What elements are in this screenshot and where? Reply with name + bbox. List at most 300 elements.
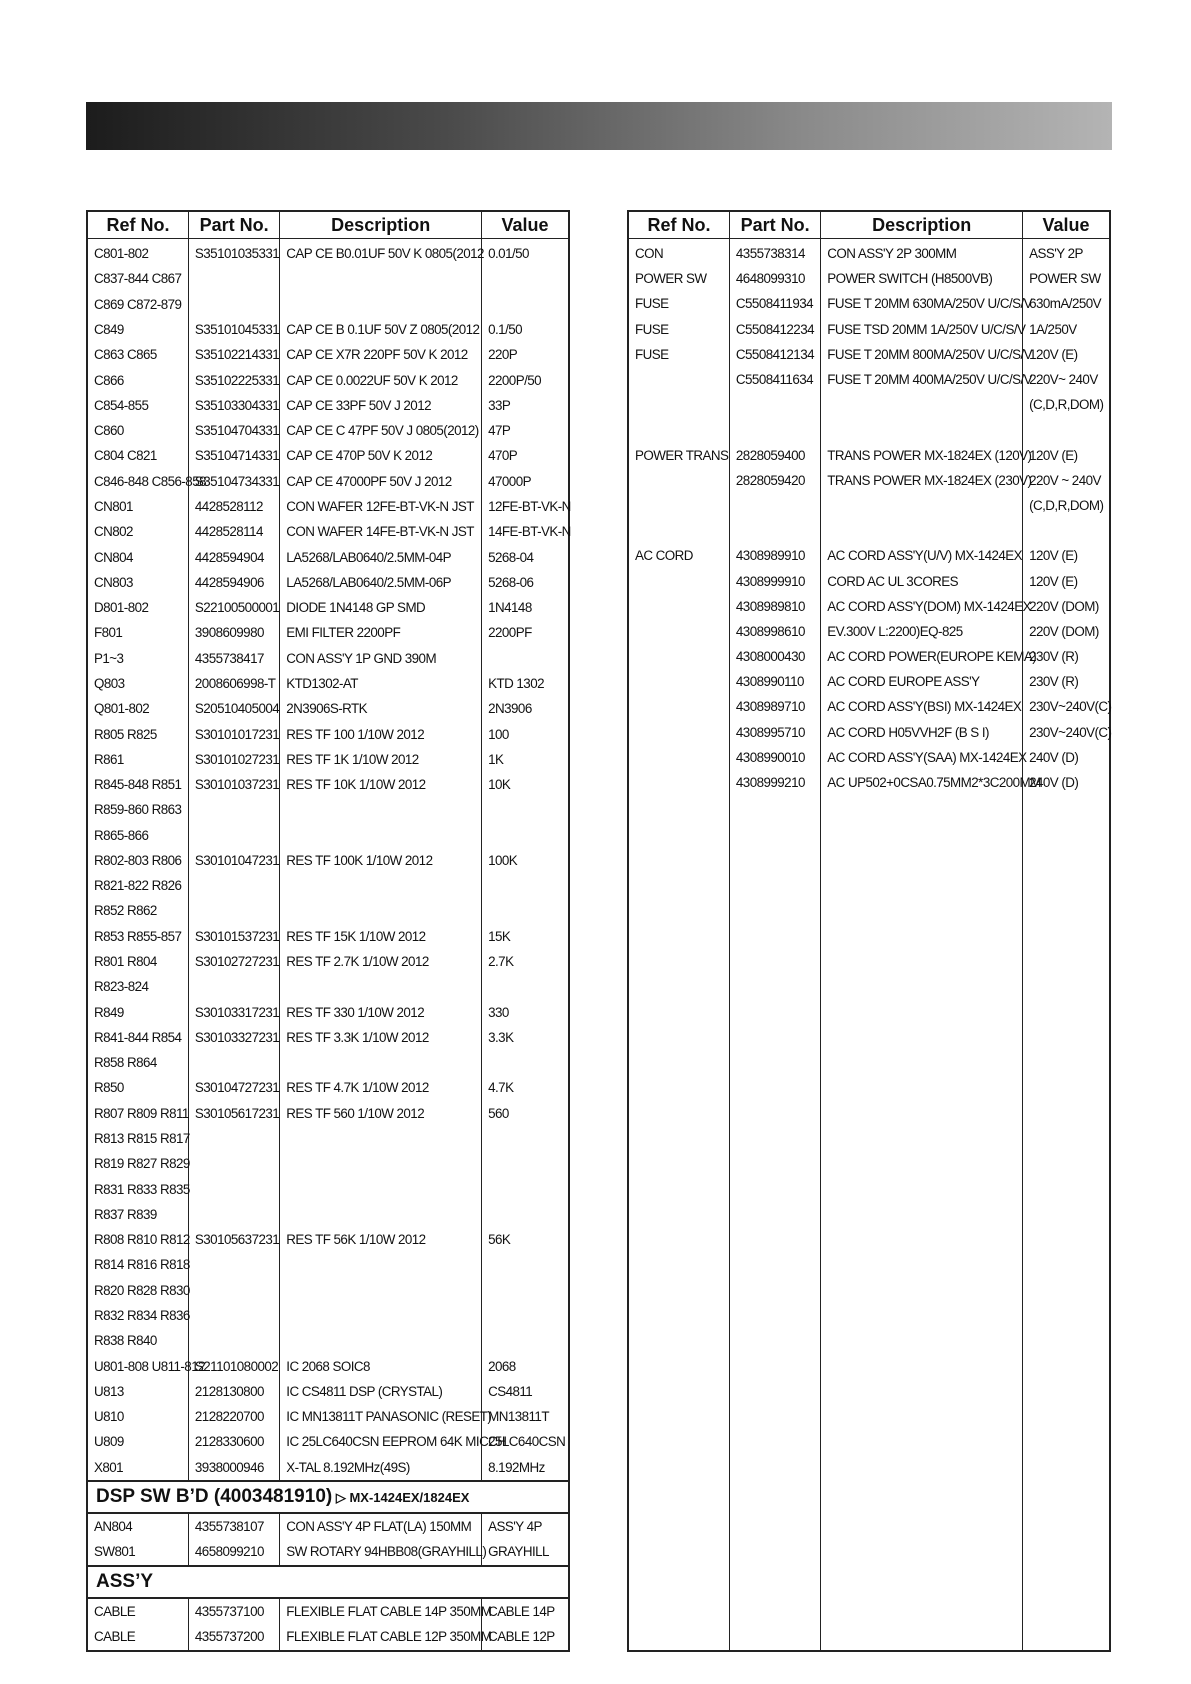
ref-no-cell bbox=[628, 594, 729, 619]
value-cell bbox=[482, 1176, 569, 1201]
description-cell: CAP CE X7R 220PF 50V K 2012 bbox=[280, 342, 482, 367]
part-no-cell bbox=[188, 822, 279, 847]
value-cell: 0.1/50 bbox=[482, 317, 569, 342]
table-row bbox=[628, 644, 1110, 669]
description-cell bbox=[821, 417, 1023, 442]
value-cell: POWER SW bbox=[1023, 266, 1110, 291]
table-row bbox=[628, 770, 1110, 795]
table-row bbox=[87, 873, 569, 898]
ref-no-cell: R838 R840 bbox=[87, 1328, 188, 1353]
value-cell: 240V (D) bbox=[1023, 745, 1110, 770]
value-cell bbox=[482, 1050, 569, 1075]
description-cell bbox=[280, 1303, 482, 1328]
table-row bbox=[87, 266, 569, 291]
part-no-cell bbox=[188, 797, 279, 822]
table-row bbox=[628, 468, 1110, 493]
table-row bbox=[628, 266, 1110, 291]
ref-no-cell: P1~3 bbox=[87, 646, 188, 671]
value-cell: 2200PF bbox=[482, 620, 569, 645]
description-cell: CON ASS'Y 1P GND 390M bbox=[280, 646, 482, 671]
value-cell: 230V~240V(C) bbox=[1023, 694, 1110, 719]
description-cell: CAP CE 470P 50V K 2012 bbox=[280, 443, 482, 468]
part-no-cell: 2008606998-T bbox=[188, 671, 279, 696]
table-row bbox=[87, 544, 569, 569]
col-part-no: Part No. bbox=[188, 211, 279, 239]
description-cell bbox=[280, 1050, 482, 1075]
ref-no-cell: FUSE bbox=[628, 342, 729, 367]
ref-no-cell: R865-866 bbox=[87, 822, 188, 847]
value-cell: 630mA/250V bbox=[1023, 291, 1110, 316]
value-cell: 8.192MHz bbox=[482, 1455, 569, 1481]
part-no-cell: S30103317231 bbox=[188, 999, 279, 1024]
value-cell: 15K bbox=[482, 924, 569, 949]
part-no-cell bbox=[188, 1303, 279, 1328]
value-cell bbox=[482, 292, 569, 317]
ref-no-cell bbox=[628, 745, 729, 770]
ref-no-cell: CN804 bbox=[87, 544, 188, 569]
description-cell: EV.300V L:2200)EQ-825 bbox=[821, 619, 1023, 644]
table-row bbox=[87, 1278, 569, 1303]
description-cell: RES TF 3.3K 1/10W 2012 bbox=[280, 1025, 482, 1050]
part-no-cell: 4308999210 bbox=[729, 770, 820, 795]
value-cell: 3.3K bbox=[482, 1025, 569, 1050]
description-cell: CAP CE 33PF 50V J 2012 bbox=[280, 393, 482, 418]
ref-no-cell: POWER SW bbox=[628, 266, 729, 291]
description-cell: RES TF 2.7K 1/10W 2012 bbox=[280, 949, 482, 974]
ref-no-cell bbox=[628, 619, 729, 644]
value-cell: 25LC640CSN bbox=[482, 1429, 569, 1454]
part-no-cell: S30101017231 bbox=[188, 721, 279, 746]
value-cell: 2N3906 bbox=[482, 696, 569, 721]
ref-no-cell bbox=[628, 468, 729, 493]
part-no-cell: 4428528112 bbox=[188, 494, 279, 519]
table-row bbox=[87, 646, 569, 671]
description-cell bbox=[821, 392, 1023, 417]
description-cell: AC CORD ASS'Y(DOM) MX-1424EX bbox=[821, 594, 1023, 619]
ref-no-cell: R823-824 bbox=[87, 974, 188, 999]
part-no-cell: C5508412134 bbox=[729, 342, 820, 367]
ref-no-cell bbox=[628, 568, 729, 593]
ref-no-cell: CN801 bbox=[87, 494, 188, 519]
ref-no-cell: C846-848 C856-858 bbox=[87, 469, 188, 494]
ref-no-cell: C854-855 bbox=[87, 393, 188, 418]
table-row bbox=[87, 1075, 569, 1100]
ref-no-cell: U809 bbox=[87, 1429, 188, 1454]
description-cell: AC UP502+0CSA0.75MM2*3C200MM bbox=[821, 770, 1023, 795]
table-row bbox=[628, 493, 1110, 518]
table-row bbox=[87, 367, 569, 392]
part-no-cell: 4428594904 bbox=[188, 544, 279, 569]
description-cell: TRANS POWER MX-1824EX (230V) bbox=[821, 468, 1023, 493]
ref-no-cell: C801-802 bbox=[87, 239, 188, 267]
value-cell: 100 bbox=[482, 721, 569, 746]
table-row bbox=[628, 594, 1110, 619]
table-row bbox=[87, 1328, 569, 1353]
table-row bbox=[87, 999, 569, 1024]
description-cell: CON ASS'Y 4P FLAT(LA) 150MM bbox=[280, 1513, 482, 1539]
part-no-cell: S30104727231 bbox=[188, 1075, 279, 1100]
value-cell: 2068 bbox=[482, 1353, 569, 1378]
ref-no-cell: Q803 bbox=[87, 671, 188, 696]
table-row bbox=[87, 443, 569, 468]
description-cell: 2N3906S-RTK bbox=[280, 696, 482, 721]
part-no-cell bbox=[188, 292, 279, 317]
description-cell: RES TF 15K 1/10W 2012 bbox=[280, 924, 482, 949]
part-no-cell: S21101080002 bbox=[188, 1353, 279, 1378]
value-cell: CS4811 bbox=[482, 1379, 569, 1404]
table-row bbox=[628, 417, 1110, 442]
part-no-cell: 4355738314 bbox=[729, 239, 820, 267]
part-no-cell: S20510405004 bbox=[188, 696, 279, 721]
part-no-cell: 2828059420 bbox=[729, 468, 820, 493]
description-cell: RES TF 56K 1/10W 2012 bbox=[280, 1227, 482, 1252]
part-no-cell: 4648099310 bbox=[729, 266, 820, 291]
ref-no-cell: R837 R839 bbox=[87, 1202, 188, 1227]
description-cell bbox=[280, 873, 482, 898]
table-header-row bbox=[87, 211, 569, 239]
part-no-cell: S22100500001 bbox=[188, 595, 279, 620]
parts-table-right bbox=[627, 210, 1111, 1652]
table-row bbox=[87, 696, 569, 721]
part-no-cell: S35101035331 bbox=[188, 239, 279, 267]
parts-table-left bbox=[86, 210, 570, 1652]
ref-no-cell: C866 bbox=[87, 367, 188, 392]
value-cell bbox=[482, 898, 569, 923]
value-cell: 1A/250V bbox=[1023, 317, 1110, 342]
description-cell bbox=[280, 898, 482, 923]
description-cell: LA5268/LAB0640/2.5MM-06P bbox=[280, 570, 482, 595]
part-no-cell bbox=[188, 1126, 279, 1151]
ref-no-cell bbox=[628, 694, 729, 719]
table-row bbox=[87, 898, 569, 923]
value-cell: 10K bbox=[482, 772, 569, 797]
value-cell bbox=[482, 1126, 569, 1151]
value-cell bbox=[1023, 518, 1110, 543]
table-row bbox=[87, 822, 569, 847]
part-no-cell bbox=[729, 518, 820, 543]
table-row bbox=[87, 1455, 569, 1481]
description-cell: FUSE T 20MM 400MA/250V U/C/S/V bbox=[821, 367, 1023, 392]
part-no-cell: 4658099210 bbox=[188, 1539, 279, 1565]
description-cell: CAP CE C 47PF 50V J 0805(2012) bbox=[280, 418, 482, 443]
table-row bbox=[87, 1050, 569, 1075]
value-cell: 470P bbox=[482, 443, 569, 468]
ref-no-cell: X801 bbox=[87, 1455, 188, 1481]
ref-no-cell: R849 bbox=[87, 999, 188, 1024]
col-value: Value bbox=[1023, 211, 1110, 239]
table-row bbox=[87, 239, 569, 267]
value-cell bbox=[482, 1303, 569, 1328]
description-cell bbox=[280, 1278, 482, 1303]
part-no-cell: 4308990110 bbox=[729, 669, 820, 694]
ref-no-cell: R814 R816 R818 bbox=[87, 1252, 188, 1277]
ref-no-cell: Q801-802 bbox=[87, 696, 188, 721]
value-cell: GRAYHILL bbox=[482, 1539, 569, 1565]
ref-no-cell bbox=[628, 392, 729, 417]
ref-no-cell: CABLE bbox=[87, 1598, 188, 1624]
value-cell bbox=[482, 266, 569, 291]
description-cell: SW ROTARY 94HBB08(GRAYHILL) bbox=[280, 1539, 482, 1565]
ref-no-cell: C860 bbox=[87, 418, 188, 443]
ref-no-cell: C837-844 C867 bbox=[87, 266, 188, 291]
table-row bbox=[87, 1126, 569, 1151]
col-ref-no: Ref No. bbox=[628, 211, 729, 239]
table-row bbox=[87, 1429, 569, 1454]
table-row bbox=[87, 1513, 569, 1539]
table-row bbox=[87, 1353, 569, 1378]
table-row bbox=[628, 543, 1110, 568]
value-cell: 220V~ 240V bbox=[1023, 367, 1110, 392]
part-no-cell: S30101027231 bbox=[188, 747, 279, 772]
description-cell: CAP CE B 0.1UF 50V Z 0805(2012 bbox=[280, 317, 482, 342]
description-cell: FUSE TSD 20MM 1A/250V U/C/S/V bbox=[821, 317, 1023, 342]
ref-no-cell: R801 R804 bbox=[87, 949, 188, 974]
col-ref-no: Ref No. bbox=[87, 211, 188, 239]
value-cell: 14FE-BT-VK-N bbox=[482, 519, 569, 544]
description-cell: AC CORD EUROPE ASS'Y bbox=[821, 669, 1023, 694]
part-no-cell bbox=[188, 1050, 279, 1075]
part-no-cell bbox=[188, 1176, 279, 1201]
description-cell: FLEXIBLE FLAT CABLE 14P 350MM bbox=[280, 1598, 482, 1624]
ref-no-cell: SW801 bbox=[87, 1539, 188, 1565]
part-no-cell: S35104734331 bbox=[188, 469, 279, 494]
table-row bbox=[87, 1303, 569, 1328]
part-no-cell: 2128220700 bbox=[188, 1404, 279, 1429]
part-no-cell: 4308995710 bbox=[729, 720, 820, 745]
part-no-cell bbox=[188, 1202, 279, 1227]
description-cell: CAP CE 47000PF 50V J 2012 bbox=[280, 469, 482, 494]
part-no-cell: 2128330600 bbox=[188, 1429, 279, 1454]
part-no-cell: C5508412234 bbox=[729, 317, 820, 342]
table-row bbox=[87, 292, 569, 317]
value-cell: 220P bbox=[482, 342, 569, 367]
description-cell: LA5268/LAB0640/2.5MM-04P bbox=[280, 544, 482, 569]
value-cell: (C,D,R,DOM) bbox=[1023, 493, 1110, 518]
part-no-cell bbox=[188, 1278, 279, 1303]
ref-no-cell: C849 bbox=[87, 317, 188, 342]
value-cell bbox=[482, 1202, 569, 1227]
ref-no-cell: R831 R833 R835 bbox=[87, 1176, 188, 1201]
value-cell: 220V (DOM) bbox=[1023, 594, 1110, 619]
table-row bbox=[87, 1101, 569, 1126]
value-cell bbox=[482, 822, 569, 847]
part-no-cell: 4355738107 bbox=[188, 1513, 279, 1539]
value-cell: 230V (R) bbox=[1023, 669, 1110, 694]
part-no-cell: C5508411634 bbox=[729, 367, 820, 392]
description-cell bbox=[280, 266, 482, 291]
part-no-cell bbox=[188, 974, 279, 999]
ref-no-cell: R845-848 R851 bbox=[87, 772, 188, 797]
value-cell: 120V (E) bbox=[1023, 543, 1110, 568]
value-cell: (C,D,R,DOM) bbox=[1023, 392, 1110, 417]
description-cell: CON WAFER 12FE-BT-VK-N JST bbox=[280, 494, 482, 519]
value-cell: 1K bbox=[482, 747, 569, 772]
table-row bbox=[87, 1202, 569, 1227]
part-no-cell bbox=[729, 417, 820, 442]
value-cell: 33P bbox=[482, 393, 569, 418]
value-cell: 230V~240V(C) bbox=[1023, 720, 1110, 745]
value-cell: 560 bbox=[482, 1101, 569, 1126]
value-cell bbox=[482, 1278, 569, 1303]
table-row bbox=[628, 619, 1110, 644]
table-row bbox=[628, 694, 1110, 719]
description-cell: FLEXIBLE FLAT CABLE 12P 350MM bbox=[280, 1624, 482, 1651]
description-cell bbox=[280, 1176, 482, 1201]
table-row bbox=[87, 974, 569, 999]
description-cell bbox=[280, 1151, 482, 1176]
part-no-cell: S35103304331 bbox=[188, 393, 279, 418]
table-row bbox=[628, 317, 1110, 342]
ref-no-cell bbox=[628, 493, 729, 518]
section-title: DSP SW B’D (4003481910) bbox=[96, 1485, 333, 1507]
table-header-row bbox=[628, 211, 1110, 239]
value-cell: 100K bbox=[482, 848, 569, 873]
table-row bbox=[87, 494, 569, 519]
part-no-cell: S35104704331 bbox=[188, 418, 279, 443]
value-cell: 120V (E) bbox=[1023, 443, 1110, 468]
table-row bbox=[87, 1404, 569, 1429]
ref-no-cell: R858 R864 bbox=[87, 1050, 188, 1075]
table-row bbox=[628, 745, 1110, 770]
value-cell: 12FE-BT-VK-N bbox=[482, 494, 569, 519]
part-no-cell bbox=[729, 392, 820, 417]
ref-no-cell: R841-844 R854 bbox=[87, 1025, 188, 1050]
part-no-cell bbox=[188, 1151, 279, 1176]
description-cell: DIODE 1N4148 GP SMD bbox=[280, 595, 482, 620]
description-cell: RES TF 330 1/10W 2012 bbox=[280, 999, 482, 1024]
table-row bbox=[87, 747, 569, 772]
description-cell bbox=[280, 1252, 482, 1277]
ref-no-cell: U813 bbox=[87, 1379, 188, 1404]
section-models: ▷ MX-1424EX/1824EX bbox=[332, 1489, 470, 1505]
ref-no-cell bbox=[628, 367, 729, 392]
description-cell bbox=[280, 1126, 482, 1151]
value-cell bbox=[1023, 417, 1110, 442]
ref-no-cell bbox=[628, 644, 729, 669]
part-no-cell: 4355738417 bbox=[188, 646, 279, 671]
part-no-cell: 4428594906 bbox=[188, 570, 279, 595]
value-cell: ASS'Y 2P bbox=[1023, 239, 1110, 267]
ref-no-cell: R850 bbox=[87, 1075, 188, 1100]
table-row bbox=[87, 570, 569, 595]
value-cell: 2.7K bbox=[482, 949, 569, 974]
ref-no-cell: R813 R815 R817 bbox=[87, 1126, 188, 1151]
ref-no-cell bbox=[628, 417, 729, 442]
table-row bbox=[87, 1598, 569, 1624]
table-row bbox=[628, 392, 1110, 417]
ref-no-cell: R832 R834 R836 bbox=[87, 1303, 188, 1328]
description-cell: AC CORD ASS'Y(SAA) MX-1424EX bbox=[821, 745, 1023, 770]
description-cell bbox=[280, 797, 482, 822]
table-row bbox=[628, 239, 1110, 267]
col-part-no: Part No. bbox=[729, 211, 820, 239]
part-no-cell: S35102214331 bbox=[188, 342, 279, 367]
value-cell: 220V ~ 240V bbox=[1023, 468, 1110, 493]
value-cell bbox=[482, 1328, 569, 1353]
ref-no-cell bbox=[628, 669, 729, 694]
part-no-cell: 2128130800 bbox=[188, 1379, 279, 1404]
description-cell: AC CORD POWER(EUROPE KEMA) bbox=[821, 644, 1023, 669]
table-row bbox=[628, 291, 1110, 316]
table-row bbox=[87, 393, 569, 418]
ref-no-cell bbox=[628, 518, 729, 543]
value-cell bbox=[482, 646, 569, 671]
col-value: Value bbox=[482, 211, 569, 239]
part-no-cell: S30101537231 bbox=[188, 924, 279, 949]
description-cell: IC 2068 SOIC8 bbox=[280, 1353, 482, 1378]
ref-no-cell: C804 C821 bbox=[87, 443, 188, 468]
description-cell: CORD AC UL 3CORES bbox=[821, 568, 1023, 593]
ref-no-cell: CABLE bbox=[87, 1624, 188, 1651]
table-row bbox=[87, 1151, 569, 1176]
table-row bbox=[87, 1227, 569, 1252]
value-cell bbox=[482, 797, 569, 822]
ref-no-cell: R821-822 R826 bbox=[87, 873, 188, 898]
description-cell: RES TF 10K 1/10W 2012 bbox=[280, 772, 482, 797]
table-row bbox=[87, 519, 569, 544]
part-no-cell bbox=[729, 493, 820, 518]
description-cell bbox=[280, 1328, 482, 1353]
table-row bbox=[87, 772, 569, 797]
part-no-cell: S35102225331 bbox=[188, 367, 279, 392]
description-cell: X-TAL 8.192MHz(49S) bbox=[280, 1455, 482, 1481]
description-cell: EMI FILTER 2200PF bbox=[280, 620, 482, 645]
table-row bbox=[628, 568, 1110, 593]
ref-no-cell: FUSE bbox=[628, 291, 729, 316]
ref-no-cell: CON bbox=[628, 239, 729, 267]
part-no-cell: S30101037231 bbox=[188, 772, 279, 797]
ref-no-cell: R808 R810 R812 bbox=[87, 1227, 188, 1252]
ref-no-cell: R807 R809 R811 bbox=[87, 1101, 188, 1126]
part-no-cell: 3938000946 bbox=[188, 1455, 279, 1481]
table-row bbox=[628, 443, 1110, 468]
value-cell: 330 bbox=[482, 999, 569, 1024]
part-no-cell: 4308999910 bbox=[729, 568, 820, 593]
part-no-cell: 3908609980 bbox=[188, 620, 279, 645]
description-cell: RES TF 4.7K 1/10W 2012 bbox=[280, 1075, 482, 1100]
value-cell: MN13811T bbox=[482, 1404, 569, 1429]
part-no-cell bbox=[188, 873, 279, 898]
description-cell: CAP CE 0.0022UF 50V K 2012 bbox=[280, 367, 482, 392]
part-no-cell: S30101047231 bbox=[188, 848, 279, 873]
description-cell: RES TF 100K 1/10W 2012 bbox=[280, 848, 482, 873]
part-no-cell: S30105637231 bbox=[188, 1227, 279, 1252]
part-no-cell: 4428528114 bbox=[188, 519, 279, 544]
description-cell bbox=[280, 974, 482, 999]
value-cell: 2200P/50 bbox=[482, 367, 569, 392]
value-cell: CABLE 12P bbox=[482, 1624, 569, 1651]
table-row bbox=[87, 848, 569, 873]
ref-no-cell bbox=[628, 770, 729, 795]
value-cell: 120V (E) bbox=[1023, 342, 1110, 367]
description-cell: RES TF 560 1/10W 2012 bbox=[280, 1101, 482, 1126]
part-no-cell: 4355737200 bbox=[188, 1624, 279, 1651]
value-cell bbox=[482, 1151, 569, 1176]
table-row bbox=[87, 1252, 569, 1277]
part-no-cell: 2828059400 bbox=[729, 443, 820, 468]
part-no-cell: 4308000430 bbox=[729, 644, 820, 669]
part-no-cell bbox=[188, 898, 279, 923]
ref-no-cell: F801 bbox=[87, 620, 188, 645]
part-no-cell: 4308998610 bbox=[729, 619, 820, 644]
ref-no-cell: U801-808 U811-812 bbox=[87, 1353, 188, 1378]
value-cell bbox=[482, 974, 569, 999]
description-cell: IC CS4811 DSP (CRYSTAL) bbox=[280, 1379, 482, 1404]
value-cell: 5268-04 bbox=[482, 544, 569, 569]
description-cell: FUSE T 20MM 630MA/250V U/C/S/V bbox=[821, 291, 1023, 316]
ref-no-cell: R861 bbox=[87, 747, 188, 772]
table-row bbox=[628, 669, 1110, 694]
